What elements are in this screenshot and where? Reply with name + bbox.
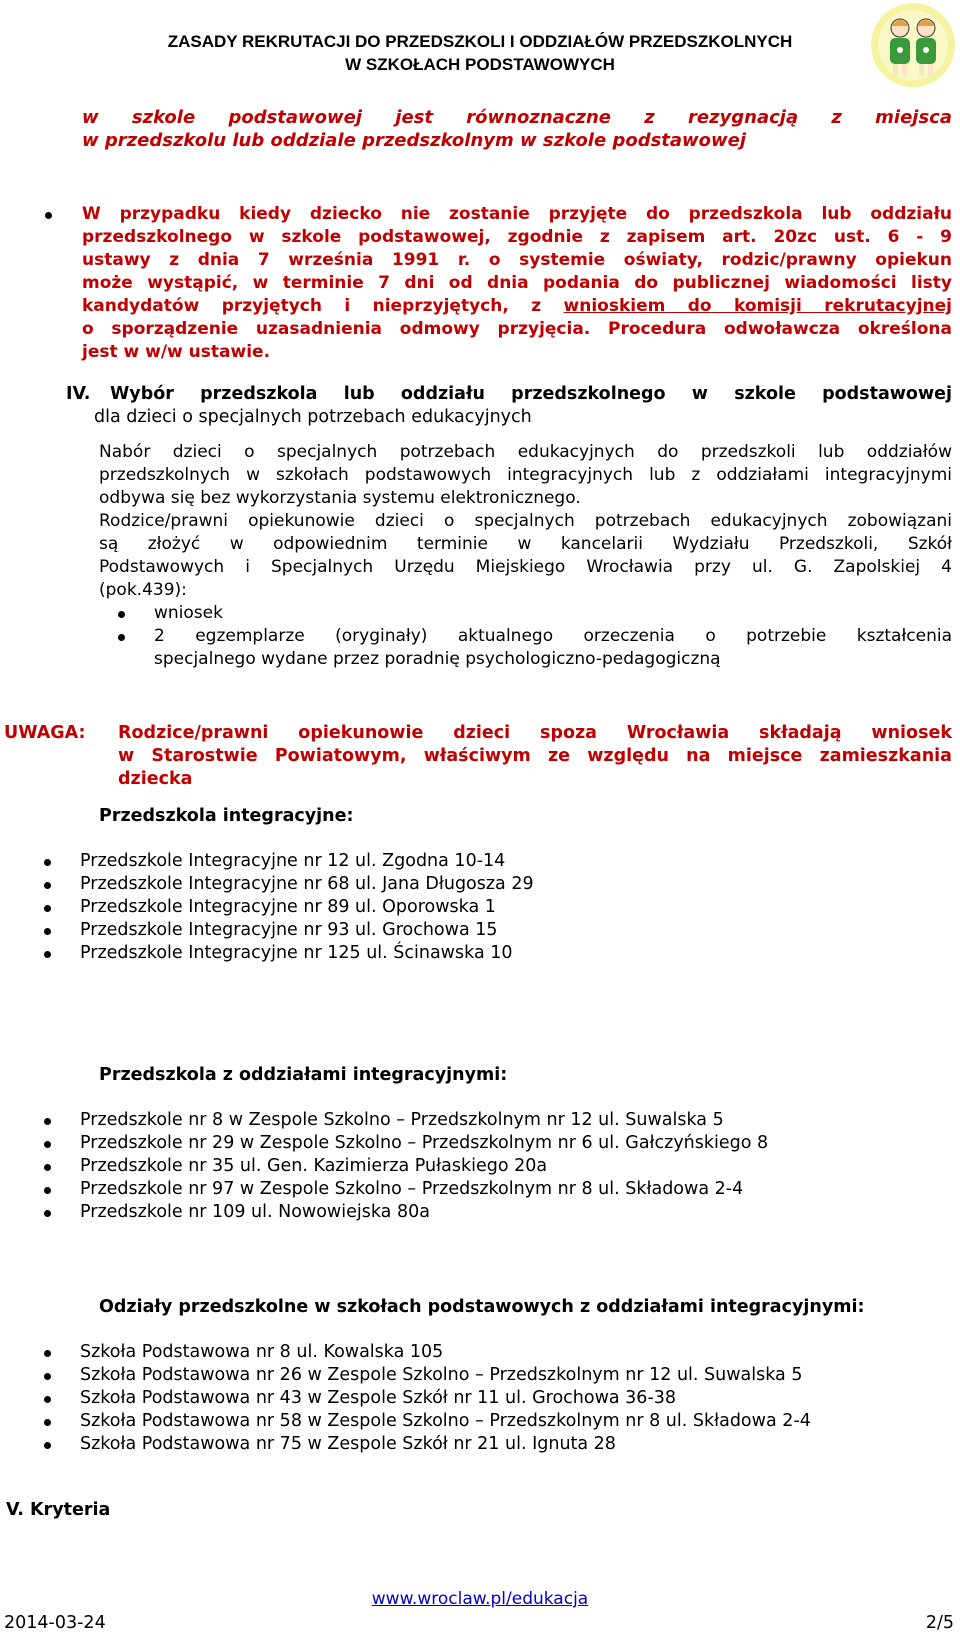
document-item-text: 2 egzemplarze (oryginały) aktualnego orzeczenia o potrzebie kształcenia [154,626,952,646]
bullet-dot [44,1187,51,1194]
preschools-with-units-heading: Przedszkola z oddziałami integracyjnymi: [99,1065,508,1085]
appeal-line-3: ustawy z dnia 7 września 1991 r. o systemie oświaty, rodzic/prawny opiekun [82,250,952,270]
list-item: Przedszkole nr 35 ul. Gen. Kazimierza Pułaskiego 20a [80,1155,952,1178]
appeal-commission-link[interactable]: wnioskiem do komisji rekrutacyjnej [563,296,952,316]
para2-line-1: Rodzice/prawni opiekunowie dzieci o specjalnych potrzebach edukacyjnych zobowiązani [99,511,952,531]
list-item: Przedszkole nr 109 ul. Nowowiejska 80a [80,1201,952,1224]
list-item: Przedszkole nr 97 w Zespole Szkolno – Przedszkolnym nr 8 ul. Składowa 2-4 [80,1178,952,1201]
bullet-dot [118,611,125,618]
bullet-dot [45,212,52,219]
footer-website-link[interactable]: www.wroclaw.pl/edukacja [371,1589,589,1609]
para2-line-4: (pok.439): [99,580,187,600]
header-title-line1: ZASADY REKRUTACJI DO PRZEDSZKOLI I ODDZIAŁÓW PRZEDSZKOLNYCH [167,32,793,51]
document-item [99,602,952,625]
list-item: Szkoła Podstawowa nr 43 w Zespole Szkół nr 11 ul. Grochowa 36-38 [80,1387,952,1410]
appeal-paragraph [82,203,952,364]
section-5-heading: V. Kryteria [6,1500,111,1520]
integration-preschools-heading: Przedszkola integracyjne: [99,806,354,826]
required-documents-list [99,602,952,671]
appeal-line-5-text: kandydatów przyjętych i nieprzyjętych, z [82,296,564,316]
section-4-title-line1: Wybór przedszkola lub oddziału przedszkolnego w szkole podstawowej [110,384,952,404]
intro-line-1: w szkole podstawowej jest równoznaczne z rezygnacją z miejsca [82,107,952,128]
header-title-line2: W SZKOŁACH PODSTAWOWYCH [345,55,615,74]
bullet-dot [44,1210,51,1217]
bullet-dot [44,1141,51,1148]
list-item: Przedszkole nr 29 w Zespole Szkolno – Przedszkolnym nr 6 ul. Gałczyńskiego 8 [80,1132,952,1155]
para2-line-3: Podstawowych i Specjalnych Urzędu Miejskiego Wrocławia przy ul. G. Zapolskiej 4 [99,557,952,577]
bullet-dot [44,928,51,935]
list-item: Szkoła Podstawowa nr 75 w Zespole Szkół nr 21 ul. Ignuta 28 [80,1433,952,1456]
bullet-dot [44,1350,51,1357]
intro-line-2: w przedszkolu lub oddziale przedszkolnym w szkole podstawowej [82,130,747,151]
list-item: Przedszkole Integracyjne nr 68 ul. Jana Długosza 29 [80,873,952,896]
footer-page-number: 2/5 [925,1613,954,1633]
list-item: Przedszkole Integracyjne nr 125 ul. Ścinawska 10 [80,942,952,965]
para1-line-3: odbywa się bez wykorzystania systemu elektronicznego. [99,488,581,508]
bullet-dot [44,859,51,866]
section-4-paragraph-1 [99,441,952,510]
bullet-dot [44,882,51,889]
appeal-line-2: przedszkolnego w szkole podstawowej, zgodnie z zapisem art. 20zc ust. 6 - 9 [82,227,952,247]
list-item: Przedszkole Integracyjne nr 93 ul. Grochowa 15 [80,919,952,942]
list-item: Przedszkole Integracyjne nr 89 ul. Oporowska 1 [80,896,952,919]
preschools-with-units-list [80,1109,952,1224]
bullet-dot [44,1396,51,1403]
document-item-text: wniosek [154,603,223,623]
appeal-line-4: może wystąpić, w terminie 7 dni od dnia podania do publicznej wiadomości listy [82,273,952,293]
list-item: Szkoła Podstawowa nr 58 w Zespole Szkolno – Przedszkolnym nr 8 ul. Składowa 2-4 [80,1410,952,1433]
bullet-dot [44,951,51,958]
bullet-dot [118,634,125,641]
section-4-paragraph-2 [99,510,952,602]
bullet-dot [44,1373,51,1380]
para1-line-2: przedszkolnych w szkołach podstawowych integracyjnych lub z oddziałami integracyjnymi [99,465,952,485]
list-item: Szkoła Podstawowa nr 26 w Zespole Szkolno – Przedszkolnym nr 12 ul. Suwalska 5 [80,1364,952,1387]
bullet-dot [44,1442,51,1449]
list-item: Szkoła Podstawowa nr 8 ul. Kowalska 105 [80,1341,952,1364]
bullet-dot [44,905,51,912]
section-4-title-line2: dla dzieci o specjalnych potrzebach edukacyjnych [94,407,532,427]
list-item: Przedszkole Integracyjne nr 12 ul. Zgodna 10-14 [80,850,952,873]
footer-date: 2014-03-24 [4,1613,106,1633]
appeal-line-1: W przypadku kiedy dziecko nie zostanie przyjęte do przedszkola lub oddziału [82,204,952,224]
notice-label: UWAGA: [4,723,86,743]
notice-text [118,722,952,791]
appeal-line-5 [82,295,952,318]
para2-line-2: są złożyć w odpowiednim terminie w kancelarii Wydziału Przedszkoli, Szkół [99,534,952,554]
appeal-line-7: jest w w/w ustawie. [82,342,271,362]
para1-line-1: Nabór dzieci o specjalnych potrzebach edukacyjnych do przedszkoli lub oddziałów [99,442,952,462]
appeal-line-6: o sporządzenie uzasadnienia odmowy przyjęcia. Procedura odwoławcza określona [82,319,952,339]
intro-paragraph [82,106,952,152]
notice-line-1: Rodzice/prawni opiekunowie dzieci spoza Wrocławia składają wniosek [118,723,952,743]
notice-line-3: dziecka [118,769,193,789]
section-4-number: IV. [66,384,91,404]
page-header [0,30,960,76]
bullet-dot [44,1164,51,1171]
document-item-continuation: specjalnego wydane przez poradnię psychologiczno-pedagogiczną [154,649,721,669]
list-item: Przedszkole nr 8 w Zespole Szkolno – Przedszkolnym nr 12 ul. Suwalska 5 [80,1109,952,1132]
bullet-dot [44,1419,51,1426]
bullet-dot [44,1118,51,1125]
school-units-list [80,1341,952,1456]
school-units-heading: Odziały przedszkolne w szkołach podstawowych z oddziałami integracyjnymi: [99,1297,865,1317]
children-logo-icon [870,2,956,88]
integration-preschools-list [80,850,952,965]
document-item [99,625,952,648]
notice-line-2: w Starostwie Powiatowym, właściwym ze względu na miejsce zamieszkania [118,746,952,766]
